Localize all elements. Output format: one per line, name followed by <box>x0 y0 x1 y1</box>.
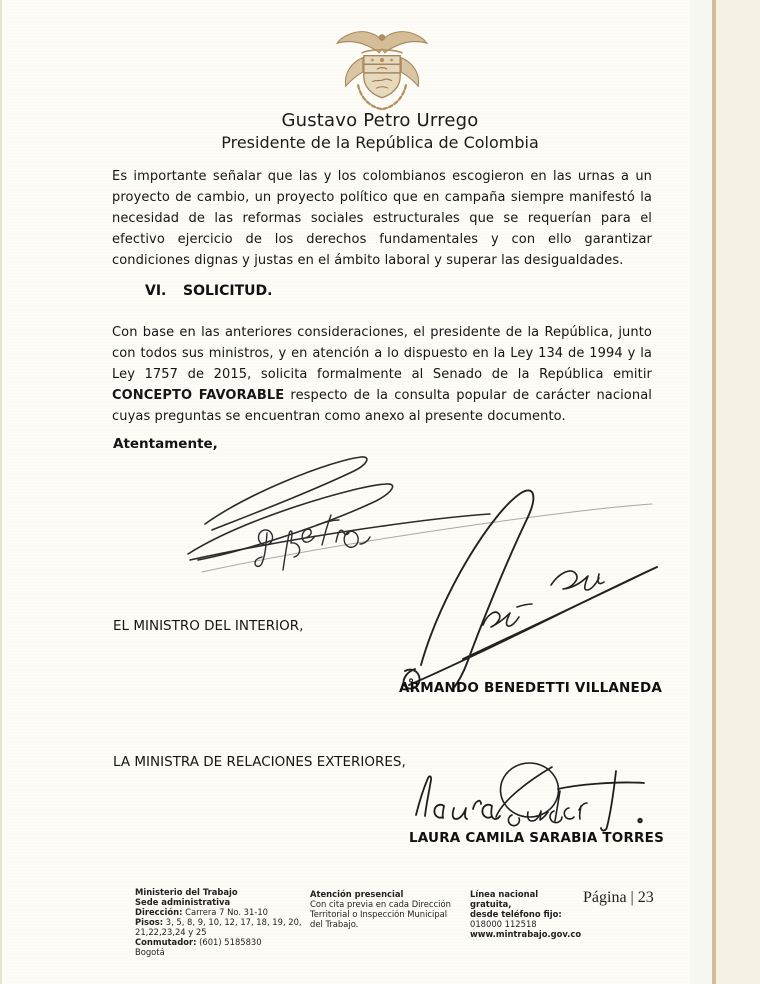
foreign-minister-name: LAURA CAMILA SARABIA TORRES <box>409 830 664 846</box>
footer-line <box>135 917 307 937</box>
section-title: SOLICITUD. <box>183 283 273 299</box>
footer-ministry-address <box>135 887 307 957</box>
footer-line <box>135 907 307 917</box>
footer-phone-web <box>470 889 582 939</box>
footer-label: Dirección: <box>135 907 183 917</box>
footer-line <box>470 909 578 919</box>
footer-label: Pisos: <box>135 917 164 927</box>
interior-minister-signature <box>393 483 665 695</box>
paragraph-introduction: Es importante señalar que las y los colombianos escogieron en las urnas a un proyecto de cambio, un proyecto político que en campaña siempre manifestó la necesidad de las reformas sociales estructurales que se requerían para el efectivo ejercicio de los derechos fundamentales y con ello garantizar condiciones dignas y justas en el ámbito laboral y superar las desigualdades. <box>112 169 652 268</box>
closing-salutation: Atentamente, <box>113 436 218 452</box>
colombia-coat-of-arms-icon <box>334 27 430 113</box>
footer-line <box>470 889 578 909</box>
footer-value: Carrera 7 No. 31-10 <box>182 907 268 917</box>
footer-value: Bogotá <box>135 947 165 957</box>
paragraph-request-text-end: respecto de la consulta popular de carácter nacional cuyas preguntas se encuentran como anexo al presente documento. <box>112 388 652 424</box>
paragraph-request-text: Con base en las anteriores consideraciones, el presidente de la República, junto con todos sus ministros, y en atención a lo dispuesto en la Ley 134 de 1994 y la Ley 1757 de 2015, solicita formalmente al Senado de la República emitir <box>112 325 652 382</box>
page-subtitle: Presidente de la República de Colombia <box>221 133 539 152</box>
footer-label: Atención presencial <box>310 889 404 899</box>
footer-attention-info <box>310 889 462 929</box>
foreign-minister-signature <box>400 757 648 837</box>
footer-value: 018000 112518 <box>470 919 537 929</box>
footer-line <box>310 889 462 899</box>
footer-label: Línea nacional gratuita, <box>470 889 539 909</box>
footer-line <box>135 887 307 897</box>
paragraph-request <box>112 322 652 427</box>
footer-value: 3, 5, 8, 9, 10, 12, 17, 18, 19, 20, 21,22,23,24 y 25 <box>135 917 302 937</box>
footer-line <box>135 897 307 907</box>
footer-label: desde teléfono fijo: <box>470 909 562 919</box>
footer-line <box>135 947 307 957</box>
footer-label: Conmutador: <box>135 937 197 947</box>
footer-line <box>135 937 307 947</box>
section-heading <box>145 283 272 299</box>
interior-minister-name: ARMANDO BENEDETTI VILLANEDA <box>399 680 663 696</box>
interior-minister-title: EL MINISTRO DEL INTERIOR, <box>113 618 304 634</box>
page-title: Gustavo Petro Urrego <box>281 110 479 131</box>
footer-line <box>310 899 462 929</box>
foreign-minister-title: LA MINISTRA DE RELACIONES EXTERIORES, <box>113 754 406 770</box>
footer-label: Sede administrativa <box>135 897 231 907</box>
footer-label: Ministerio del Trabajo <box>135 887 238 897</box>
concepto-favorable-emphasis: CONCEPTO FAVORABLE <box>112 388 285 403</box>
section-number: VI. <box>145 283 167 299</box>
footer-value: (601) 5185830 <box>196 937 262 947</box>
footer-label: www.mintrabajo.gov.co <box>470 929 582 939</box>
footer-line <box>470 929 582 939</box>
footer-value: Con cita previa en cada Dirección Territorial o Inspección Municipal del Trabajo. <box>310 899 451 929</box>
footer-line <box>470 919 578 929</box>
page-number: Página | 23 <box>583 889 654 906</box>
